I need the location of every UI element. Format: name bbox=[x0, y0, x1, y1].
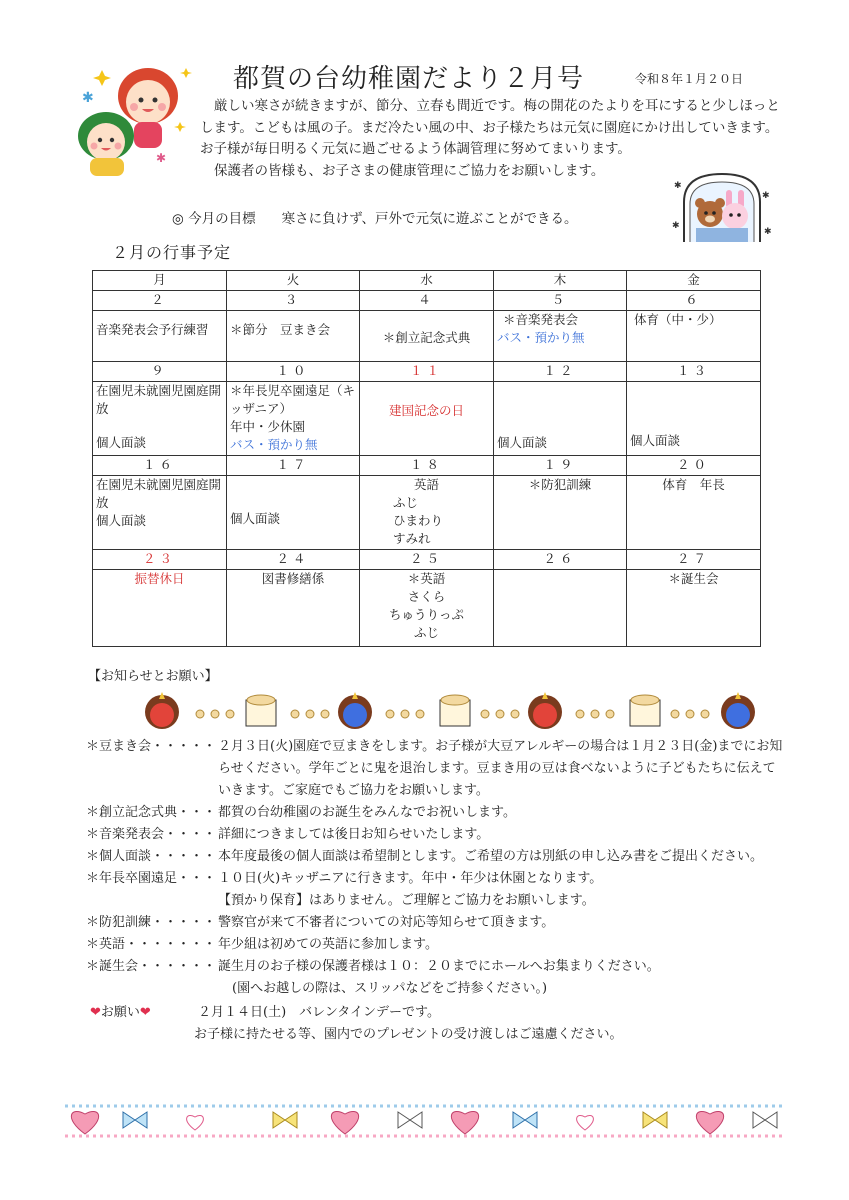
svg-text:✱: ✱ bbox=[672, 221, 680, 231]
ribbon-icon bbox=[123, 1112, 147, 1128]
notice-text: 警察官が来て不審者についての対応等知らせて頂きます。 bbox=[218, 915, 555, 930]
masu-box-icon bbox=[246, 695, 276, 726]
notice-item bbox=[86, 956, 786, 978]
notice-text: 詳細につきましては後日お知らせいたします。 bbox=[218, 827, 490, 842]
notice-continuation: (園へお越しの際は、スリッパなどをご持参ください。) bbox=[232, 981, 548, 996]
date-cell: ２４ bbox=[227, 550, 360, 570]
date-row bbox=[93, 362, 761, 382]
event-text: 体育（中・少） bbox=[634, 312, 722, 327]
ribbon-icon bbox=[398, 1112, 422, 1128]
request-continuation: お子様に持たせる等、園内でのプレゼントの受け渡しはご遠慮ください。 bbox=[194, 1027, 623, 1042]
heart-icon: ❤ bbox=[139, 1005, 151, 1020]
event-text: ＊防犯訓練 bbox=[528, 477, 592, 492]
red-oni-icon bbox=[145, 692, 179, 729]
english-class: ふじ bbox=[413, 625, 439, 640]
event-cell bbox=[360, 311, 494, 362]
notice-text: ２月３日(火)園庭で豆まきをします。お子様が大豆アレルギーの場合は１月２３日(金)までにお知らせください。学年ごとに鬼を退治します。豆まき用の豆は食べないように子どもたちに伝えていきます。ご家庭でもご協力をお願いします。 bbox=[218, 739, 783, 798]
event-row bbox=[93, 476, 761, 550]
date-cell: １３ bbox=[627, 362, 761, 382]
event-text: 体育 年長 bbox=[662, 477, 725, 492]
newsletter-title: 都賀の台幼稚園だより２月号 bbox=[233, 64, 585, 94]
date-cell: １０ bbox=[227, 362, 360, 382]
event-text: 音楽発表会予行練習 bbox=[96, 322, 209, 337]
heart-icon bbox=[331, 1111, 358, 1134]
weekday-header: 火 bbox=[227, 271, 360, 291]
notices-list bbox=[86, 736, 786, 1046]
event-text: 個人面談 bbox=[230, 511, 281, 526]
event-text: 在園児未就園児園庭開放 bbox=[96, 477, 222, 510]
event-cell bbox=[93, 382, 227, 456]
event-text: 個人面談 bbox=[630, 433, 681, 448]
english-class: さくら bbox=[407, 589, 446, 604]
notice-text: 都賀の台幼稚園のお誕生をみんなでお祝いします。 bbox=[218, 805, 516, 820]
goal-label: ◎ 今月の目標 bbox=[172, 211, 256, 227]
heart-icon bbox=[577, 1115, 594, 1130]
blue-oni-icon bbox=[338, 692, 372, 729]
event-cell bbox=[627, 570, 761, 647]
svg-text:✱: ✱ bbox=[156, 151, 167, 165]
date-cell: １６ bbox=[93, 456, 227, 476]
request-item bbox=[86, 1002, 786, 1024]
notice-continuation: 【預かり保育】はありません。ご理解とご協力をお願いします。 bbox=[218, 893, 595, 908]
weekday-header: 金 bbox=[627, 271, 761, 291]
english-class: ちゅうりっぷ bbox=[388, 607, 464, 622]
event-text: 振替休日 bbox=[134, 571, 185, 586]
intro-paragraph-1: 厳しい寒さが続きますが、節分、立春も間近です。梅の開花のたよりを耳にすると少しほっとします。こどもは風の子。まだ冷たい風の中、お子様たちは元気に園庭にかけ出していきます。お子様が毎日明るく元気に過ごせるよう体調管理に努めてまいります。 bbox=[200, 98, 780, 157]
event-cell bbox=[227, 382, 360, 456]
date-cell: ６ bbox=[627, 291, 761, 311]
event-cell bbox=[93, 570, 227, 647]
schedule-title: ２月の行事予定 bbox=[112, 243, 232, 262]
event-cell bbox=[227, 311, 360, 362]
event-text: ＊音楽発表会 bbox=[503, 312, 579, 327]
intro-paragraph-2: 保護者の皆様も、お子さまの健康管理にご協力をお願いします。 bbox=[214, 162, 605, 179]
notice-item bbox=[86, 868, 786, 890]
heart-icon bbox=[71, 1111, 98, 1134]
date-cell: ９ bbox=[93, 362, 227, 382]
goal-text: 寒さに負けず、戸外で元気に遊ぶことができる。 bbox=[281, 211, 578, 227]
notice-text: 年少組は初めての英語に参加します。 bbox=[218, 937, 438, 952]
notice-item bbox=[86, 912, 786, 934]
masu-box-icon bbox=[440, 695, 470, 726]
date-row bbox=[93, 291, 761, 311]
date-cell: ２０ bbox=[627, 456, 761, 476]
heart-icon bbox=[187, 1115, 204, 1130]
notice-label: ＊創立記念式典・・・ bbox=[86, 805, 217, 820]
notices-title: 【お知らせとお願い】 bbox=[88, 669, 218, 684]
notice-text: 本年度最後の個人面談は希望制とします。ご希望の方は別紙の申し込み書をご提出ください。 bbox=[218, 849, 763, 864]
notice-label: ＊誕生会・・・・・・ bbox=[86, 959, 217, 974]
date-cell: ３ bbox=[227, 291, 360, 311]
event-text: 個人面談 bbox=[497, 435, 548, 450]
svg-text:✱: ✱ bbox=[762, 191, 770, 201]
svg-text:✱: ✱ bbox=[82, 90, 94, 106]
event-cell bbox=[93, 311, 227, 362]
notice-label: ＊英語・・・・・・・ bbox=[86, 937, 217, 952]
event-cell bbox=[360, 570, 494, 647]
ribbon-icon bbox=[513, 1112, 537, 1128]
notice-item bbox=[86, 802, 786, 824]
date-cell: １８ bbox=[360, 456, 494, 476]
hearts-ribbons-border bbox=[65, 1100, 785, 1140]
blue-oni-icon bbox=[721, 692, 755, 729]
date-row bbox=[93, 550, 761, 570]
weekday-header: 木 bbox=[494, 271, 627, 291]
english-class: すみれ bbox=[393, 531, 431, 546]
weekday-header: 水 bbox=[360, 271, 494, 291]
event-cell bbox=[627, 382, 761, 456]
children-illustration bbox=[68, 62, 196, 180]
event-note: バス・預かり無 bbox=[230, 437, 318, 452]
monthly-goal bbox=[172, 207, 604, 227]
event-text: ＊節分 豆まき会 bbox=[230, 322, 331, 337]
heart-icon bbox=[696, 1111, 723, 1134]
event-row bbox=[93, 382, 761, 456]
english-class: ふじ bbox=[393, 495, 419, 510]
event-text: ＊創立記念式典 bbox=[382, 330, 471, 345]
event-text: 建国記念の日 bbox=[388, 403, 464, 418]
ribbon-icon bbox=[643, 1112, 667, 1128]
event-text: 個人面談 bbox=[96, 435, 147, 450]
event-cell bbox=[227, 570, 360, 647]
event-cell bbox=[627, 476, 761, 550]
notice-item bbox=[86, 846, 786, 868]
date-cell: ２３ bbox=[93, 550, 227, 570]
date-cell: １７ bbox=[227, 456, 360, 476]
event-text: 年中・少休園 bbox=[230, 419, 306, 434]
event-cell bbox=[360, 382, 494, 456]
notice-label: ＊個人面談・・・・・ bbox=[86, 849, 217, 864]
request-label: お願い bbox=[100, 1005, 140, 1020]
date-cell: ４ bbox=[360, 291, 494, 311]
event-text: 在園児未就園児園庭開放 bbox=[96, 383, 222, 416]
event-text: ＊英語 bbox=[407, 571, 446, 586]
event-cell bbox=[494, 570, 627, 647]
notice-text: 誕生月のお子様の保護者様は１０：２０までにホールへお集まりください。 bbox=[218, 959, 660, 974]
notice-label: ＊豆まき会・・・・・ bbox=[86, 739, 217, 754]
event-cell bbox=[93, 476, 227, 550]
masu-box-icon bbox=[630, 695, 660, 726]
heart-icon: ❤ bbox=[90, 1005, 101, 1020]
date-cell: ２７ bbox=[627, 550, 761, 570]
event-cell bbox=[227, 476, 360, 550]
event-row bbox=[93, 311, 761, 362]
notice-item bbox=[86, 736, 786, 802]
event-cell bbox=[627, 311, 761, 362]
event-row bbox=[93, 570, 761, 647]
animals-window-illustration bbox=[670, 168, 774, 244]
ribbon-icon bbox=[273, 1112, 297, 1128]
date-cell: ２５ bbox=[360, 550, 494, 570]
setsubun-border-illustration bbox=[140, 688, 760, 732]
date-cell: ２６ bbox=[494, 550, 627, 570]
notice-item bbox=[86, 824, 786, 846]
event-text: 図書修繕係 bbox=[261, 571, 325, 586]
notice-item bbox=[86, 934, 786, 956]
date-cell: １２ bbox=[494, 362, 627, 382]
notice-label: ＊防犯訓練・・・・・ bbox=[86, 915, 217, 930]
date-cell: ５ bbox=[494, 291, 627, 311]
event-cell bbox=[494, 382, 627, 456]
event-text: 個人面談 bbox=[96, 513, 147, 528]
schedule-table bbox=[92, 270, 761, 647]
red-oni-icon bbox=[528, 692, 562, 729]
event-text: 英語 bbox=[413, 477, 439, 492]
date-row bbox=[93, 456, 761, 476]
date-cell: ２ bbox=[93, 291, 227, 311]
issue-date: 令和８年１月２０日 bbox=[635, 72, 744, 86]
heart-icon bbox=[451, 1111, 478, 1134]
event-text: ＊年長児卒園遠足（キッザニア） bbox=[230, 383, 356, 416]
event-note: バス・預かり無 bbox=[497, 330, 585, 345]
event-cell bbox=[360, 476, 494, 550]
notice-label: ＊音楽発表会・・・・ bbox=[86, 827, 217, 842]
english-class: ひまわり bbox=[393, 513, 444, 528]
date-cell: １９ bbox=[494, 456, 627, 476]
svg-text:✱: ✱ bbox=[764, 227, 772, 237]
event-text: ＊誕生会 bbox=[668, 571, 719, 586]
date-cell: １１ bbox=[360, 362, 494, 382]
weekday-header-row bbox=[93, 271, 761, 291]
notice-text: １０日(火)キッザニアに行きます。年中・年少は休園となります。 bbox=[218, 871, 603, 886]
request-text: ２月１４日(土) バレンタインデーです。 bbox=[198, 1005, 440, 1020]
weekday-header: 月 bbox=[93, 271, 227, 291]
svg-text:✱: ✱ bbox=[674, 181, 682, 191]
event-cell bbox=[494, 476, 627, 550]
event-cell bbox=[494, 311, 627, 362]
ribbon-icon bbox=[753, 1112, 777, 1128]
notice-label: ＊年長卒園遠足・・・ bbox=[86, 871, 217, 886]
